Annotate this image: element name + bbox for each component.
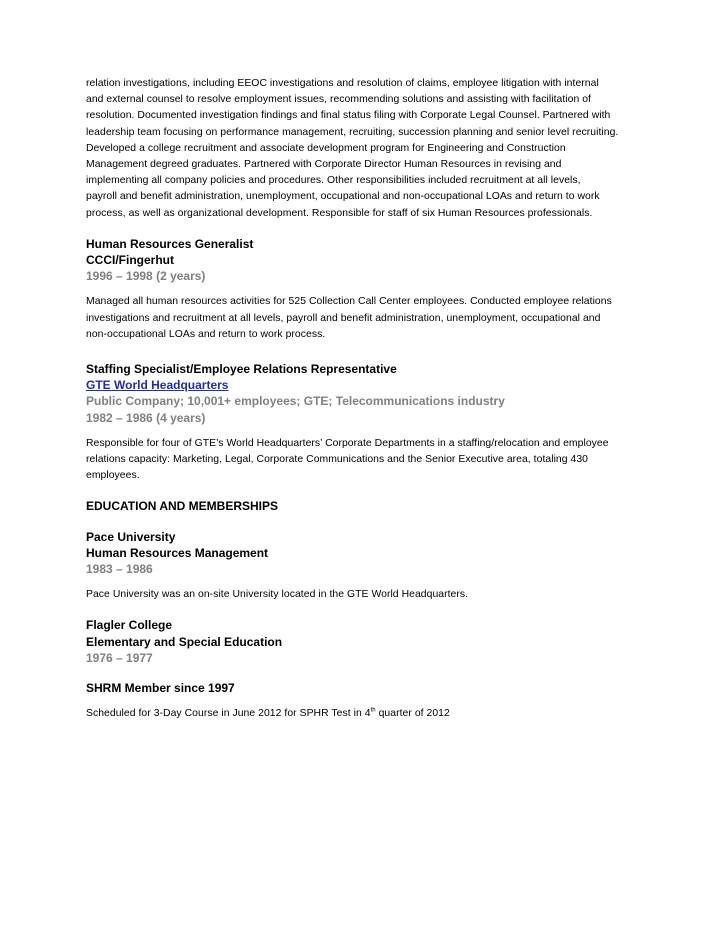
paragraph-line: Management degreed graduates. Partnered with Corporate Director Human Resources in revising and [86,159,562,171]
field-of-study: Human Resources Management [86,545,269,560]
paragraph-line: non-occupational LOAs and return to work process. [86,328,326,340]
paragraph-line: implementing all company policies and procedures. Other responsibilities included recruitment at all levels, [86,175,581,187]
paragraph-line: resolution. Documented investigation findings and final status filing with Corporate Legal Counsel. Partnered with [86,110,611,122]
paragraph-line: relations capacity: Marketing, Legal, Corporate Communications and the Senior Executive area, totaling 430 [86,454,589,466]
company-info: Public Company; 10,001+ employees; GTE; Telecommunications industry [86,394,505,409]
school-name: Pace University [86,529,176,544]
membership-note [86,706,656,722]
paragraph-line: and external counsel to resolve employment issues, recommending solutions and assisting with facilitation of [86,94,591,106]
job-entry-hr-generalist [86,236,656,343]
membership-entry [86,680,656,722]
job-title: Human Resources Generalist [86,236,254,251]
education-note: Pace University was an on-site University located in the GTE World Headquarters. [86,589,469,601]
education-entry-pace [86,529,656,604]
resume-page [86,76,656,723]
school-name: Flagler College [86,618,173,633]
paragraph-line: relation investigations, including EEOC investigations and resolution of claims, employee litigation with internal [86,78,599,89]
education-entry-flagler [86,617,656,666]
paragraph-line: Managed all human resources activities for 525 Collection Call Center employees. Conducted employee relations [86,296,612,308]
membership-note-text: Scheduled for 3-Day Course in June 2012 for SPHR Test in 4 [86,708,371,720]
education-dates: 1983 – 1986 [86,562,153,577]
job-description [86,294,656,343]
paragraph-line: Developed a college recruitment and associate development program for Engineering and Construction [86,142,566,154]
job-dates: 1982 – 1986 (4 years) [86,410,206,425]
paragraph-line: investigations and recruitment at all levels, payroll and benefit administration, unemployment, occupational and [86,312,601,324]
education-heading: EDUCATION AND MEMBERSHIPS [86,499,279,514]
paragraph-line: leadership team focusing on performance management, recruiting, succession planning and senior level recruiting. [86,126,619,138]
job-dates: 1996 – 1998 (2 years) [86,269,206,284]
job-entry-staffing-specialist [86,361,656,484]
job-title: Staffing Specialist/Employee Relations Representative [86,362,397,377]
paragraph-line: process, as well as organizational development. Responsible for staff of six Human Resources professionals. [86,207,593,219]
paragraph-line: employees. [86,470,140,482]
education-dates: 1976 – 1977 [86,650,153,665]
ordinal-suffix: th [370,707,376,714]
membership-note-tail: quarter of 2012 [375,708,450,720]
job-description [86,436,656,485]
company-link[interactable]: GTE World Headquarters [86,378,229,393]
paragraph-line: Responsible for four of GTE’s World Headquarters’ Corporate Departments in a staffing/relocation and employee [86,437,609,449]
field-of-study: Elementary and Special Education [86,634,283,649]
membership-heading: SHRM Member since 1997 [86,681,235,696]
experience-intro-paragraph [86,76,656,222]
paragraph-line: payroll and benefit administration, unemployment, occupational and non-occupational LOAs and return to work [86,191,600,203]
job-company: CCCI/Fingerhut [86,253,174,268]
